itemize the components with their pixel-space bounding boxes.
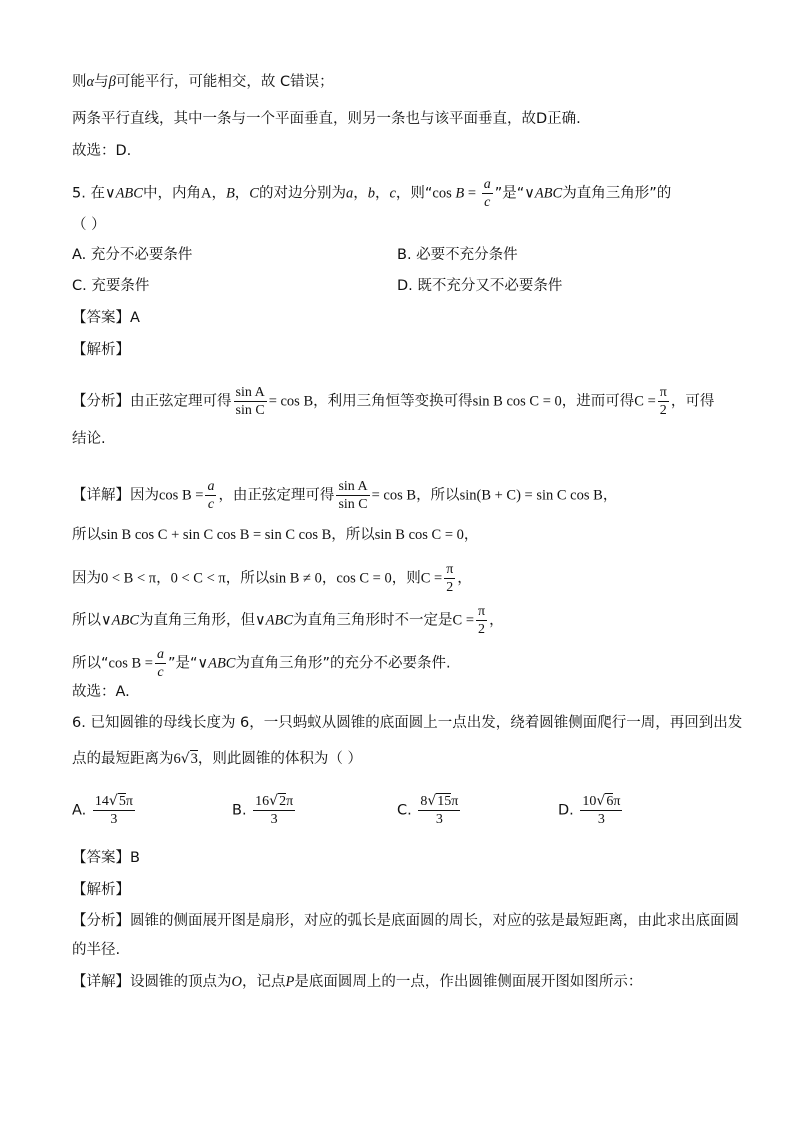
text: 中，内角 [142, 185, 201, 202]
text: 为直角三角形时不一定是 [293, 612, 453, 629]
text: 错误； [290, 74, 334, 90]
radicand: 15 [437, 794, 452, 809]
math: sin(B + C) = sin C cos B [459, 487, 603, 504]
pi-symbol: π [125, 794, 133, 809]
pi-symbol: π [451, 794, 459, 809]
numerator: a [156, 647, 164, 662]
detail-line [72, 525, 478, 545]
denominator: c [207, 497, 215, 512]
text: ， [602, 487, 618, 504]
numerator [93, 793, 135, 811]
text: 【分析】由正弦定理可得 [72, 393, 232, 410]
text: ，则“ [395, 185, 433, 202]
text: ，所以 [416, 487, 460, 504]
numerator [580, 793, 622, 811]
sqrt-symbol: √ [108, 793, 118, 809]
option-a [72, 793, 137, 828]
text: ， [234, 185, 250, 202]
text: ”是“∨ [494, 185, 535, 202]
math: A [200, 185, 212, 202]
radicand: 6 [606, 794, 614, 809]
fraction [580, 793, 622, 828]
math: sin B cos C = 0 [374, 527, 464, 543]
text-line [72, 72, 334, 92]
denominator: 2 [446, 580, 454, 595]
math: c [389, 185, 396, 202]
detail-line [72, 478, 617, 513]
math: O [231, 974, 242, 990]
math: = [464, 185, 480, 202]
option-label: A. [72, 802, 87, 819]
denominator: 2 [478, 622, 486, 637]
detail-line [72, 972, 642, 992]
question-6-stem: 6. 已知圆锥的母线长度为 6，一只蚂蚁从圆锥的底面圆上一点出发，绕着圆锥侧面爬行一周，再回到出发 [72, 715, 743, 731]
denominator: 2 [659, 403, 667, 418]
numerator: a [483, 177, 491, 192]
denominator: c [157, 665, 164, 680]
fraction [476, 603, 487, 638]
text: 【详解】设圆锥的顶点为 [72, 974, 232, 990]
math: cos B = [159, 487, 204, 504]
denominator: sin C [338, 497, 368, 512]
denominator: 3 [270, 812, 278, 827]
option-d: D. 既不充分又不必要条件 [397, 278, 563, 294]
fraction [336, 478, 369, 513]
sqrt-symbol: √ [427, 793, 437, 809]
option-label: C. [397, 802, 412, 819]
math: sin B cos C = 0 [472, 393, 562, 410]
pi-symbol: π [286, 794, 294, 809]
option-label: B. [232, 802, 247, 819]
text: 为直角三角形”的充分不必要条件. [235, 655, 451, 672]
math: ABC [115, 185, 143, 202]
math: β [108, 74, 116, 90]
text-line: 的半径. [72, 942, 121, 958]
fraction [205, 478, 216, 513]
text: ，则此圆锥的体积为（ ） [197, 751, 363, 767]
option-a: A. 充分不必要条件 [72, 247, 193, 263]
analysis-line: 【分析】圆锥的侧面展开图是扇形，对应的弧长是底面圆的周长，对应的弦是最短距离，由此求出底面圆 [72, 913, 739, 929]
math: = cos B [371, 487, 417, 504]
fraction [93, 793, 135, 828]
math: b [367, 185, 375, 202]
text: ，记点 [241, 974, 286, 990]
answer-label: 【答案】B [72, 850, 140, 866]
numerator: a [207, 479, 215, 494]
detail-line [72, 646, 451, 681]
text-line: 故选：A. [72, 684, 130, 700]
denominator: c [484, 195, 491, 210]
text: ， [321, 570, 337, 587]
text: 因为 [72, 570, 101, 587]
numerator: π [478, 604, 486, 619]
text: ，可得 [670, 393, 715, 410]
text: C [279, 74, 291, 90]
coefficient: 8 [420, 794, 428, 809]
numerator: π [659, 385, 667, 400]
coefficient: 10 [582, 794, 597, 809]
text: ，则 [391, 570, 421, 587]
text: ，由正弦定理可得 [218, 487, 335, 504]
text: 点的最短距离为 [72, 751, 174, 767]
math: C = [452, 612, 475, 629]
text: 的对边分别为 [258, 185, 346, 202]
sqrt-symbol: √ [180, 751, 190, 767]
analysis-label: 【解析】 [72, 342, 130, 358]
text: 则 [72, 74, 87, 90]
question-6-stem-cont [72, 749, 362, 769]
math: sin B ≠ 0 [269, 570, 322, 587]
text: ， [463, 527, 479, 543]
math: cos B = [108, 655, 153, 672]
option-label: D. [558, 802, 574, 819]
numerator: sin A [235, 385, 265, 400]
math: α [86, 74, 95, 90]
math: cos C = 0 [336, 570, 392, 587]
analysis-line [72, 384, 714, 419]
text-line: 两条平行直线，其中一条与一个平面垂直，则另一条也与该平面垂直，故D正确. [72, 111, 581, 127]
option-c: C. 充要条件 [72, 278, 150, 294]
option-c [397, 793, 462, 828]
fraction [658, 384, 669, 419]
numerator: π [446, 562, 454, 577]
option-b: B. 必要不充分条件 [397, 247, 518, 263]
text: 是底面圆周上的一点，作出圆锥侧面展开图如图所示： [294, 974, 643, 990]
math: a [345, 185, 354, 202]
text: ， [156, 570, 171, 587]
fraction [482, 176, 493, 211]
text: ”是“∨ [167, 655, 209, 672]
denominator: sin C [235, 403, 265, 418]
fraction [155, 646, 166, 681]
math: P [285, 974, 295, 990]
fraction [418, 793, 460, 828]
math: ABC [208, 655, 236, 672]
text: 5. 在∨ [72, 185, 116, 202]
math: sin B cos C + sin C cos B = sin C cos B [101, 527, 332, 543]
text: ， [353, 185, 368, 202]
math: 6 [173, 751, 181, 767]
math: B [225, 185, 235, 202]
numerator [418, 793, 460, 811]
coefficient: 14 [94, 794, 109, 809]
text: ， [457, 570, 472, 587]
math: B [455, 185, 465, 202]
text: 所以∨ [72, 612, 112, 629]
math: = cos B [268, 393, 314, 410]
text: 与 [94, 74, 109, 90]
denominator: 3 [597, 812, 605, 827]
math: ABC [534, 185, 563, 202]
text: ， [374, 185, 390, 202]
math: ABC [111, 612, 140, 629]
radicand: 5 [118, 794, 126, 809]
denominator: 3 [110, 812, 118, 827]
numerator [253, 793, 295, 811]
detail-line [72, 603, 504, 638]
text: 【详解】因为 [72, 487, 159, 504]
question-5-paren: （ ） [72, 217, 106, 233]
text: 为直角三角形”的 [562, 185, 672, 202]
math: ABC [265, 612, 294, 629]
text: 所以“ [72, 655, 109, 672]
numerator: sin A [338, 479, 368, 494]
sqrt-symbol: √ [269, 793, 279, 809]
math: 0 < C < π [170, 570, 226, 587]
math: C = [420, 570, 443, 587]
question-5-stem [72, 176, 671, 211]
math: 3 [190, 751, 198, 767]
sqrt-symbol: √ [596, 793, 606, 809]
text: 所以 [72, 527, 101, 543]
text: 可能平行，可能相交，故 [115, 74, 276, 90]
fraction [444, 561, 455, 596]
text-line: 结论. [72, 431, 106, 447]
fraction [234, 384, 267, 419]
denominator: 3 [435, 812, 443, 827]
text: ，所以 [225, 570, 270, 587]
math: C [249, 185, 259, 202]
text: 为直角三角形，但∨ [139, 612, 266, 629]
text: ， [489, 612, 504, 629]
option-d [558, 793, 624, 828]
text-line: 故选：D. [72, 143, 132, 159]
analysis-label: 【解析】 [72, 882, 130, 898]
option-b [232, 793, 297, 828]
detail-line [72, 561, 472, 596]
radicand: 2 [279, 794, 287, 809]
answer-label: 【答案】A [72, 310, 140, 326]
text: ，进而可得 [561, 393, 635, 410]
text: ，所以 [331, 527, 375, 543]
math: 0 < B < π [101, 570, 157, 587]
math: C = [634, 393, 656, 410]
pi-symbol: π [613, 794, 621, 809]
text: ， [211, 185, 226, 202]
coefficient: 16 [255, 794, 270, 809]
fraction [253, 793, 295, 828]
math: cos [432, 185, 456, 202]
text: ，利用三角恒等变换可得 [313, 393, 473, 410]
